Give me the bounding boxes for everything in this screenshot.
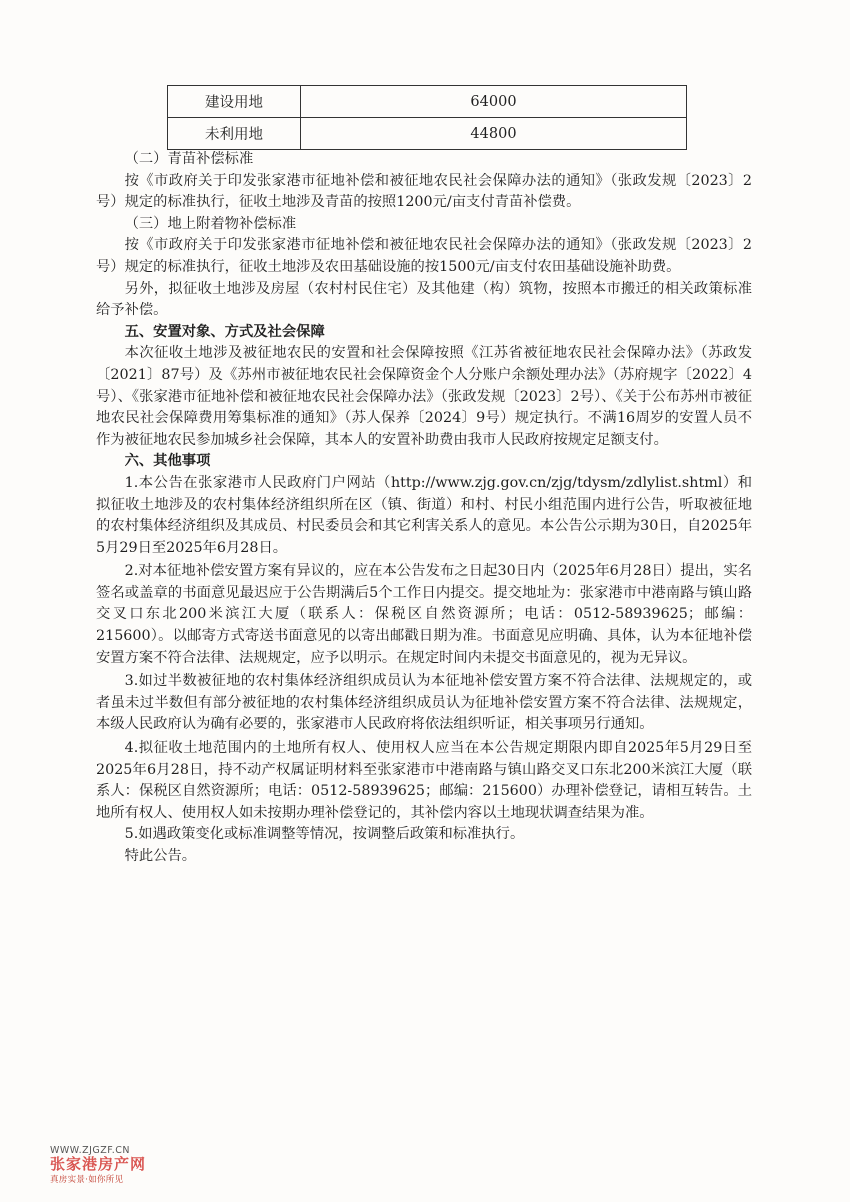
land-type-cell: 建设用地 (168, 86, 301, 118)
paragraph: 4.拟征收土地范围内的土地所有权人、使用权人应当在本公告规定期限内即自2025年5月29日至2025年6月28日，持不动产权属证明材料至张家港市中港南路与镇山路交叉口东北200米滨江大厦（联系人：保税区自然资源所；电话：0512-58939625；邮编：215600）办理补偿登记，请相互转告。土地所有权人、使用权人如未按期办理补偿登记的，其补偿内容以土地现状调查结果为准。 (96, 740, 752, 821)
paragraph: 2.对本征地补偿安置方案有异议的，应在本公告发布之日起30日内（2025年6月28日）提出，实名签名或盖章的书面意见最迟应于公告期满后5个工作日内提交。提交地址为：张家港市中港南路与镇山路交叉口东北200米滨江大厦（联系人：保税区自然资源所；电话：0512-58939625；邮编：215600）。以邮寄方式寄送书面意见的以寄出邮戳日期为准。书面意见应明确、具体，认为本征地补偿安置方案不符合法律、法规规定，应予以明示。在规定时间内未提交书面意见的，视为无异议。 (96, 563, 752, 666)
section-heading: 六、其他事项 (124, 453, 211, 470)
compensation-value-cell: 44800 (301, 118, 687, 150)
paragraph: 按《市政府关于印发张家港市征地补偿和被征地农民社会保障办法的通知》（张政发规〔2023〕2号）规定的标准执行，征收土地涉及青苗的按照1200元/亩支付青苗补偿费。 (96, 172, 752, 211)
paragraph: 本次征收土地涉及被征地农民的安置和社会保障按照《江苏省被征地农民社会保障办法》（苏政发〔2021〕87号）及《苏州市被征地农民社会保障资金个人分账户余额处理办法》（苏府规字〔2022〕4号）、《张家港市征地补偿和被征地农民社会保障办法》（张政发规〔2023〕2号）、《关于公布苏州市被征地农民社会保障费用筹集标准的通知》（苏人保养〔2024〕9号）规定执行。不满16周岁的安置人员不作为被征地农民参加城乡社会保障，其本人的安置补助费由我市人民政府按规定足额支付。 (96, 345, 752, 448)
land-compensation-table (167, 85, 687, 150)
table-row (168, 118, 687, 150)
compensation-value-cell: 64000 (301, 86, 687, 118)
table-row (168, 86, 687, 118)
paragraph: （三）地上附着物补偿标准 (124, 215, 297, 232)
watermark-url: WWW.ZJGZF.CN (50, 1145, 130, 1156)
paragraph: 3.如过半数被征地的农村集体经济组织成员认为本征地补偿安置方案不符合法律、法规规定的，或者虽未过半数但有部分被征地的农村集体经济组织成员认为征地补偿安置方案不符合法律、法规规定，本级人民政府认为确有必要的，张家港市人民政府将依法组织听证，相关事项另行通知。 (96, 673, 752, 733)
paragraph: 特此公告。 (124, 848, 197, 864)
notice-body (96, 149, 752, 868)
paragraph: 5.如遇政策变化或标准调整等情况，按调整后政策和标准执行。 (124, 826, 525, 843)
watermark-logo-name: 张家港房产网 (50, 1155, 147, 1173)
watermark-slogan: 真房实景·如你所见 (50, 1175, 124, 1185)
paragraph: 另外，拟征收土地涉及房屋（农村村民住宅）及其他建（构）筑物，按照本市搬迁的相关政策标准给予补偿。 (96, 280, 752, 319)
site-watermark (50, 1145, 170, 1185)
section-heading: 五、安置对象、方式及社会保障 (124, 323, 325, 340)
paragraph: 按《市政府关于印发张家港市征地补偿和被征地农民社会保障办法的通知》（张政发规〔2023〕2号）规定的标准执行，征收土地涉及农田基础设施的按1500元/亩支付农田基础设施补助费。 (96, 237, 752, 275)
paragraph: 1.本公告在张家港市人民政府门户网站（http://www.zjg.gov.cn/zjg/tdysm/zdlylist.shtml）和拟征收土地涉及的农村集体经济组织所在区（镇、街道）和村、村民小组范围内进行公告，听取被征地的农村集体经济组织及其成员、村民委员会和其它利害关系人的意见。本公告公示期为30日，自2025年5月29日至2025年6月28日。 (96, 474, 752, 556)
paragraph: （二）青苗补偿标准 (124, 151, 254, 167)
land-type-cell: 未利用地 (168, 118, 301, 150)
